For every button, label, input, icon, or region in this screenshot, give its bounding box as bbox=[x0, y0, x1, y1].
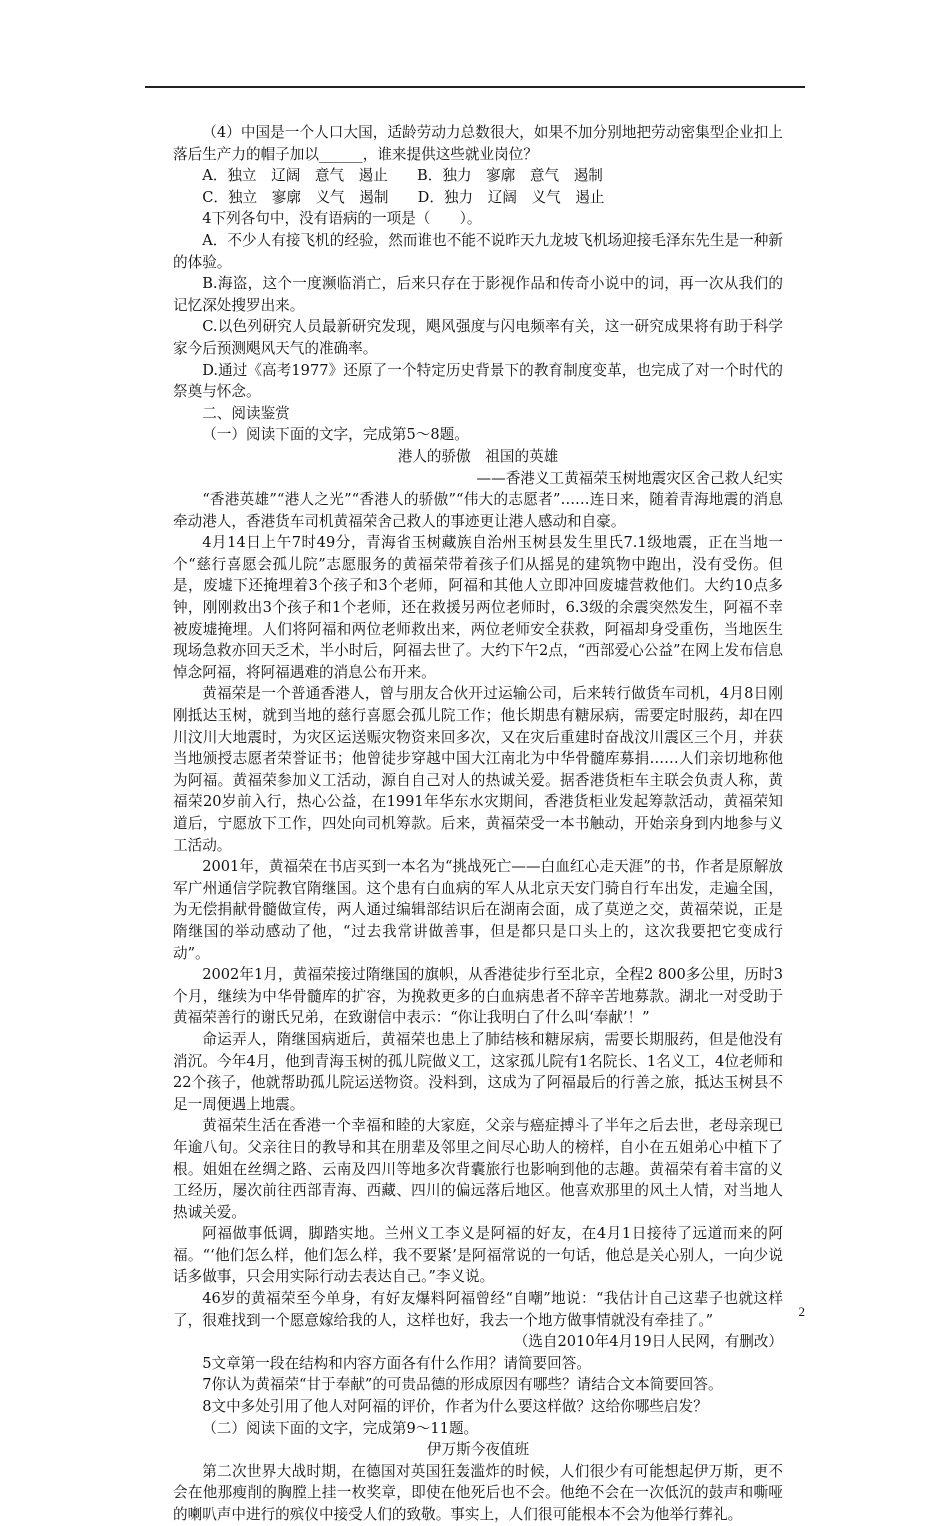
question-4-option-a: A．不少人有接飞机的经验，然而谁也不能不说昨天九龙坡飞机场迎接毛泽东先生是一种新的体验。 bbox=[173, 231, 783, 271]
document-body bbox=[173, 122, 783, 1526]
article-paragraph: 命运弄人，隋继国病逝后，黄福荣也患上了肺结核和糖尿病，需要长期服药，但是他没有消沉。今年4月，他到青海玉树的孤儿院做义工，这家孤儿院有1名院长、1名义工，4位老师和22个孩子，他就帮助孤儿院运送物资。没料到，这成为了阿福最后的行善之旅，抵达玉树县不足一周便遇上地震。 bbox=[173, 1030, 783, 1113]
article-2-title: 伊万斯今夜值班 bbox=[426, 1441, 530, 1459]
article-paragraph: 4月14日上午7时49分，青海省玉树藏族自治州玉树县发生里氏7.1级地震，正在当地一个“慈行喜愿会孤儿院”志愿服务的黄福荣带着孩子们从摇晃的建筑物中跑出，没有受伤。但是，废墟下还掩埋着3个孩子和3个老师，阿福和其他人立即冲回废墟营救他们。大约10点多钟，刚刚救出3个孩子和1个老师，还在救援另两位老师时，6.3级的余震突然发生，阿福不幸被废墟掩埋。人们将阿福和两位老师救出来，两位老师安全获救，阿福却身受重伤，当地医生现场急救亦回天乏术，半小时后，阿福去世了。大约下午2点，“西部爱心公益”在网上发布信息悼念阿福，将阿福遇难的消息公布开来。 bbox=[173, 534, 783, 681]
q4-4-options-ab: A．独立 辽阔 意气 遏止 B．独力 寥廓 意气 遏制 bbox=[202, 167, 603, 185]
article-paragraph: 46岁的黄福荣至今单身，有好友爆料阿福曾经“自嘲”地说：“我估计自己这辈子也就这样了，很难找到一个愿意嫁给我的人，这样也好，我去一个地方做事情就没有牵挂了。” bbox=[173, 1290, 783, 1329]
part-1-intro: （一）阅读下面的文字，完成第5～8题。 bbox=[202, 426, 469, 444]
article-paragraph: 阿福做事低调，脚踏实地。兰州义工李义是阿福的好友，在4月1日接待了远道而来的阿福。“‘他们怎么样，他们怎么样，我不要紧’是阿福常说的一句话，他总是关心别人，一向少说话多做事，只会用实际行动去表达自己。”李义说。 bbox=[173, 1225, 783, 1286]
question-4-option-c: C.以色列研究人员最新研究发现，飓风强度与闪电频率有关，这一研究成果将有助于科学家今后预测飓风天气的准确率。 bbox=[173, 318, 783, 357]
article-paragraph: “香港英雄”“港人之光”“香港人的骄傲”“伟大的志愿者”……连日来，随着青海地震的消息牵动港人，香港货车司机黄福荣舍己救人的事迹更让港人感动和自豪。 bbox=[173, 491, 783, 530]
question-7: 7你认为黄福荣“甘于奉献”的可贵品德的形成原因有哪些？请结合文本简要回答。 bbox=[202, 1376, 723, 1394]
header-rule bbox=[145, 86, 805, 88]
article-paragraph: 2001年，黄福荣在书店买到一本名为“挑战死亡——白血红心走天涯”的书，作者是原解放军广州通信学院教官隋继国。这个患有白血病的军人从北京天安门骑自行车出发，走遍全国，为无偿捐献骨髓做宣传，两人通过编辑部结识后在湖南会面，成了莫逆之交，黄福荣说，正是隋继国的举动感动了他，“过去我常讲做善事，但是都只是口头上的，这次我要把它变成行动”。 bbox=[173, 858, 783, 962]
question-5: 5文章第一段在结构和内容方面各有什么作用？请简要回答。 bbox=[202, 1354, 591, 1372]
question-4-stem: 4下列各句中，没有语病的一项是（ ）。 bbox=[202, 210, 482, 228]
article-paragraph: 黄福荣是一个普通香港人，曾与朋友合伙开过运输公司，后来转行做货车司机，4月8日刚刚抵达玉树，就到当地的慈行喜愿会孤儿院工作；他长期患有糖尿病，需要定时服药，却在四川汶川大地震时，为灾区运送赈灾物资来回多次，又在灾后重建时奋战汶川震区三个月，并获当地颁授志愿者荣誉证书；他曾徒步穿越中国大江南北为中华骨髓库募捐……人们亲切地称他为阿福。黄福荣参加义工活动，源自自己对人的热诚关爱。据香港货柜车主联会负责人称，黄福荣20岁前入行，热心公益，在1991年华东水灾期间，香港货柜业发起筹款活动，黄福荣知道后，宁愿放下工作，四处向司机筹款。后来，黄福荣受一本书触动，开始亲身到内地参与义工活动。 bbox=[173, 685, 783, 854]
question-4-option-b: B.海盗，这个一度濒临消亡，后来只存在于影视作品和传奇小说中的词，再一次从我们的记忆深处搜罗出来。 bbox=[173, 275, 783, 314]
article-source: （选自2010年4月19日人民网，有删改） bbox=[513, 1333, 783, 1351]
question-4-option-d: D.通过《高考1977》还原了一个特定历史背景下的教育制度变革，也完成了对一个时代的祭奠与怀念。 bbox=[173, 361, 783, 401]
q4-4-options-cd: C．独立 寥廓 义气 遏制 D．独力 辽阔 义气 遏止 bbox=[202, 188, 605, 206]
article-paragraph: 第二次世界大战时期，在德国对英国狂轰滥炸的时候，人们很少有可能想起伊万斯，更不会在他那瘦削的胸膛上挂一枚奖章，即使在他死后也不会。他绝不会在一次低沉的鼓声和嘶哑的喇叭声中进行的殡仪中接受人们的致敬。事实上，人们很可能根本不会为他举行葬礼。 bbox=[173, 1462, 783, 1523]
question-8: 8文中多处引用了他人对阿福的评价，作者为什么要这样做？这给你哪些启发？ bbox=[202, 1398, 708, 1416]
q4-4-stem: （4）中国是一个人口大国，适龄劳动力总数很大，如果不加分别地把劳动密集型企业扣上落后生产力的帽子加以______，谁来提供这些就业岗位？ bbox=[173, 124, 783, 163]
article-1-title: 港人的骄傲 祖国的英雄 bbox=[397, 447, 559, 465]
article-1-subtitle: ——香港义工黄福荣玉树地震灾区舍己救人纪实 bbox=[476, 469, 783, 487]
article-paragraph: 黄福荣生活在香港一个幸福和睦的大家庭，父亲与癌症搏斗了半年之后去世，老母亲现已年逾八旬。父亲往日的教导和其在朋辈及邻里之间尽心助人的榜样，自小在五姐弟心中植下了根。姐姐在丝绸之路、云南及四川等地多次背囊旅行也影响到他的志趣。黄福荣有着丰富的义工经历，屡次前往西部青海、西藏、四川的偏远落后地区。他喜欢那里的风土人情，对当地人热诚关爱。 bbox=[173, 1117, 783, 1221]
page-number: 2 bbox=[798, 1304, 805, 1319]
article-paragraph: 2002年1月，黄福荣接过隋继国的旗帜，从香港徒步行至北京，全程2 800多公里，历时3个月，继续为中华骨髓库的扩容，为挽救更多的白血病患者不辞辛苦地募款。湖北一对受助于黄福荣善行的谢氏兄弟，在致谢信中表示：“你让我明白了什么叫‘奉献’！” bbox=[173, 966, 783, 1027]
section-heading: 二、阅读鉴赏 bbox=[202, 404, 290, 422]
part-2-intro: （二）阅读下面的文字，完成第9～11题。 bbox=[202, 1419, 479, 1437]
